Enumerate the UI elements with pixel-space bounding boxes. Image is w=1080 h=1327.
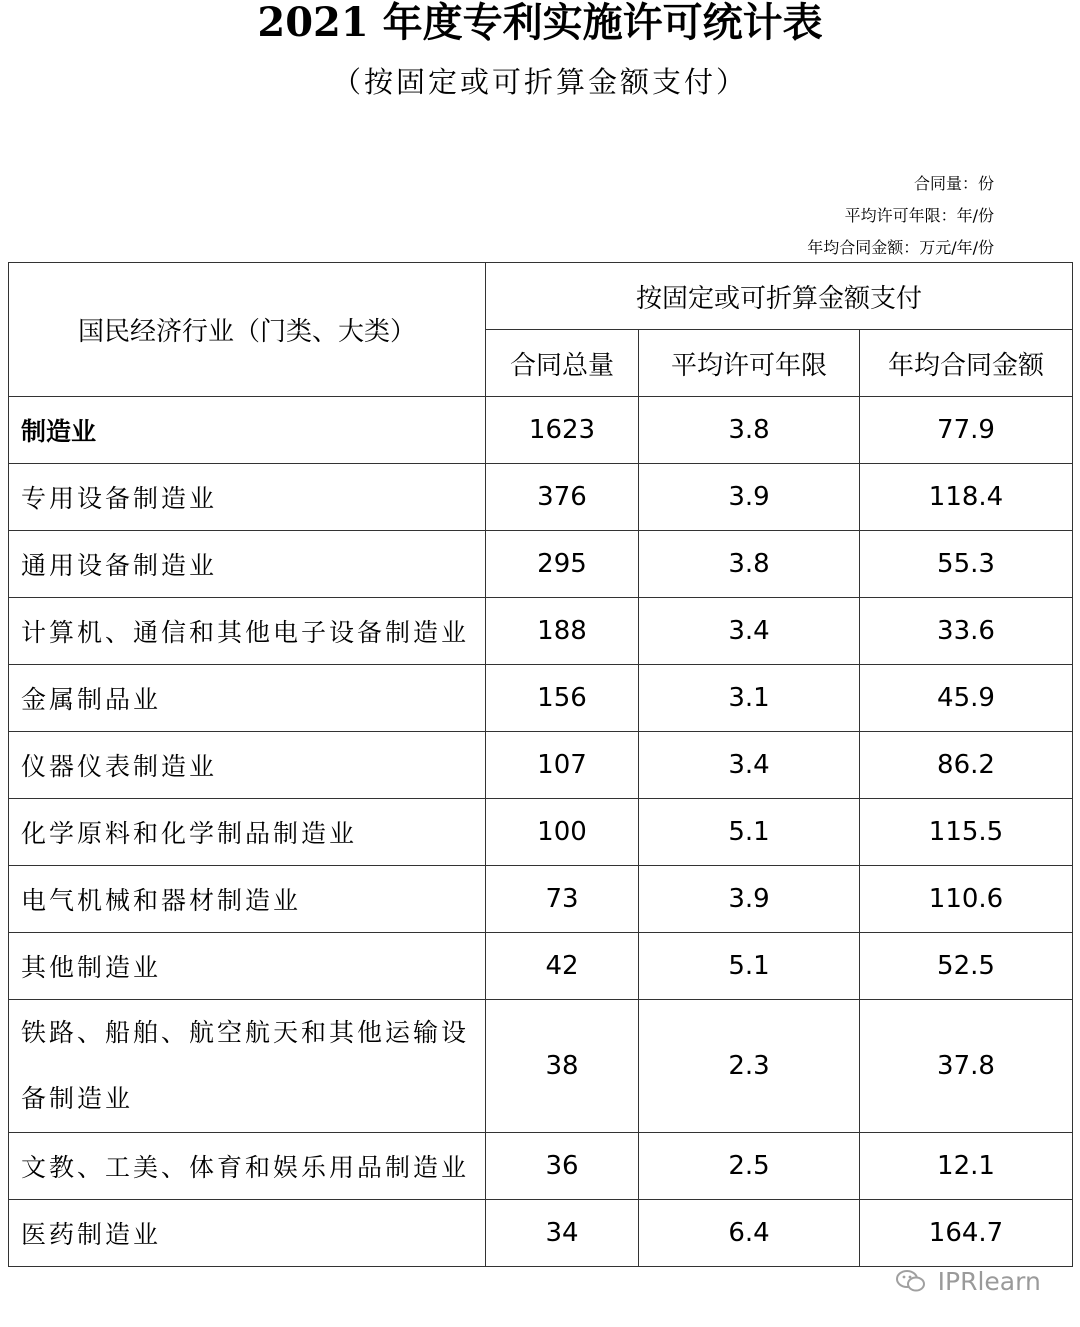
amount-cell: 37.8 (860, 1000, 1073, 1133)
years-cell: 5.1 (639, 799, 860, 866)
years-cell: 6.4 (639, 1200, 860, 1267)
amount-cell: 12.1 (860, 1133, 1073, 1200)
count-cell: 1623 (486, 397, 639, 464)
count-cell: 34 (486, 1200, 639, 1267)
watermark-text: IPRlearn (937, 1267, 1041, 1296)
industry-cell: 计算机、通信和其他电子设备制造业 (9, 598, 486, 665)
industry-cell: 医药制造业 (9, 1200, 486, 1267)
table-row (9, 665, 1073, 732)
table-row (9, 464, 1073, 531)
industry-cell: 其他制造业 (9, 933, 486, 1000)
wechat-icon (896, 1268, 934, 1296)
amount-cell: 115.5 (860, 799, 1073, 866)
count-cell: 73 (486, 866, 639, 933)
table-row (9, 1200, 1073, 1267)
amount-cell: 45.9 (860, 665, 1073, 732)
years-cell: 3.9 (639, 464, 860, 531)
header-industry: 国民经济行业（门类、大类） (9, 263, 486, 397)
industry-cell: 专用设备制造业 (9, 464, 486, 531)
amount-cell: 164.7 (860, 1200, 1073, 1267)
years-cell: 3.8 (639, 531, 860, 598)
license-statistics-table (8, 262, 1073, 1267)
watermark (896, 1262, 1041, 1302)
industry-line-1: 铁路、船舶、航空航天和其他运输设 (21, 1018, 470, 1047)
count-cell: 188 (486, 598, 639, 665)
table-row (9, 866, 1073, 933)
amount-cell: 110.6 (860, 866, 1073, 933)
industry-cell: 电气机械和器材制造业 (9, 866, 486, 933)
count-cell: 295 (486, 531, 639, 598)
industry-cell: 文教、工美、体育和娱乐用品制造业 (9, 1133, 486, 1200)
table-row (9, 1000, 1073, 1133)
page-title: 2021 年度专利实施许可统计表 (257, 0, 823, 46)
table-row (9, 1133, 1073, 1200)
count-cell: 100 (486, 799, 639, 866)
amount-cell: 55.3 (860, 531, 1073, 598)
amount-cell: 52.5 (860, 933, 1073, 1000)
industry-cell: 金属制品业 (9, 665, 486, 732)
industry-cell: 仪器仪表制造业 (9, 732, 486, 799)
amount-cell: 118.4 (860, 464, 1073, 531)
industry-line-2: 备制造业 (21, 1084, 134, 1113)
years-cell: 2.5 (639, 1133, 860, 1200)
amount-cell: 77.9 (860, 397, 1073, 464)
header-annual-amount: 年均合同金额 (860, 330, 1073, 397)
amount-cell: 33.6 (860, 598, 1073, 665)
industry-cell: 化学原料和化学制品制造业 (9, 799, 486, 866)
years-cell: 5.1 (639, 933, 860, 1000)
table-row (9, 799, 1073, 866)
table-row (9, 397, 1073, 464)
header-group: 按固定或可折算金额支付 (486, 263, 1073, 330)
header-avg-years: 平均许可年限 (639, 330, 860, 397)
years-cell: 3.4 (639, 598, 860, 665)
amount-cell: 86.2 (860, 732, 1073, 799)
table-row (9, 732, 1073, 799)
table-row (9, 598, 1073, 665)
page-subtitle: （按固定或可折算金额支付） (331, 65, 748, 99)
unit-note-years: 平均许可年限：年/份 (844, 206, 994, 225)
years-cell: 3.9 (639, 866, 860, 933)
years-cell: 3.1 (639, 665, 860, 732)
years-cell: 2.3 (639, 1000, 860, 1133)
count-cell: 38 (486, 1000, 639, 1133)
industry-cell: 制造业 (9, 397, 486, 464)
table-row (9, 531, 1073, 598)
unit-note-count: 合同量：份 (913, 174, 994, 193)
years-cell: 3.8 (639, 397, 860, 464)
count-cell: 156 (486, 665, 639, 732)
industry-cell (9, 1000, 486, 1133)
count-cell: 36 (486, 1133, 639, 1200)
industry-cell: 通用设备制造业 (9, 531, 486, 598)
count-cell: 376 (486, 464, 639, 531)
table-row (9, 933, 1073, 1000)
unit-notes (807, 168, 994, 264)
unit-note-amount: 年均合同金额：万元/年/份 (807, 238, 994, 257)
header-contract-count: 合同总量 (486, 330, 639, 397)
years-cell: 3.4 (639, 732, 860, 799)
count-cell: 107 (486, 732, 639, 799)
count-cell: 42 (486, 933, 639, 1000)
